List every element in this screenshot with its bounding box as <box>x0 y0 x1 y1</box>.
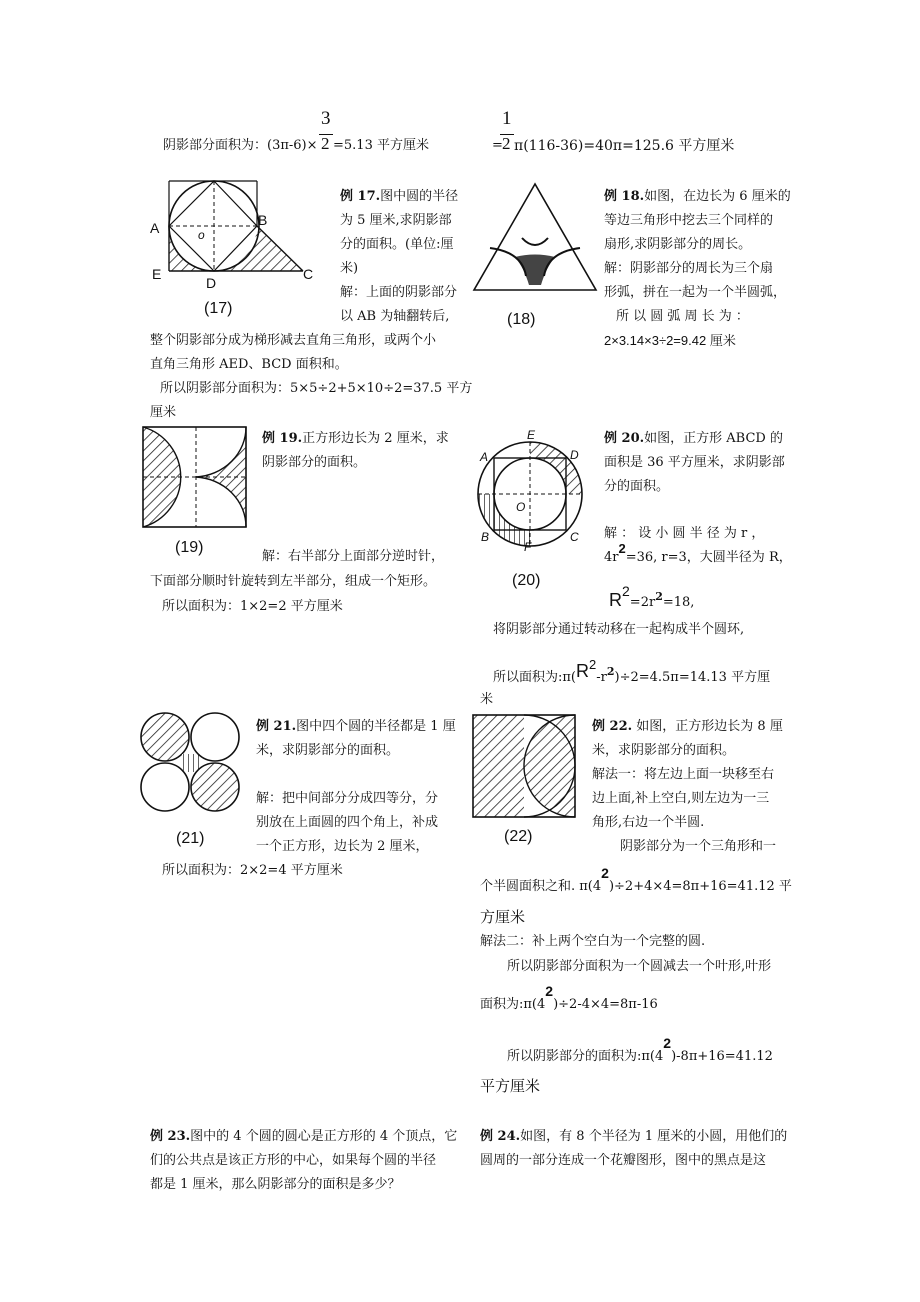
label-O: o <box>198 228 205 242</box>
example-title: 例 17. <box>340 189 381 204</box>
text-line: 整个阴影部分成为梯形减去直角三角形，或两个小 <box>150 333 437 348</box>
label-A: A <box>480 450 489 464</box>
figure-caption: (20) <box>512 572 541 589</box>
text-line: 所以面积为：2×2=4 平方厘米 <box>162 863 343 878</box>
text-line: 厘米 <box>150 405 177 420</box>
example-title: 例 19. <box>262 431 303 446</box>
example-title: 例 21. <box>256 719 297 734</box>
figure-caption: (18) <box>507 311 536 328</box>
label-B: B <box>481 530 490 544</box>
figure-caption: (21) <box>176 830 205 847</box>
formula-line: 4r2=36, r=3，大圆半径为 R， <box>604 541 792 565</box>
figure-caption: (22) <box>504 828 533 845</box>
text-line: 方厘米 <box>480 908 526 926</box>
figure-21 <box>138 710 248 816</box>
example-17-text: 例 17.图中圆的半径 为 5 厘米,求阴影部 分的面积。(单位:厘 米) 解：上面的阴影部分 以 AB 为轴翻转后, <box>340 189 459 324</box>
example-21-text: 例 21.图中四个圆的半径都是 1 厘 米，求阴影部分的面积。 <box>256 719 456 758</box>
figure-18 <box>470 180 600 300</box>
text-line: 解 ： 设 小 圆 半 径 为 r ， <box>604 526 765 541</box>
formula-suffix: =5.13 平方厘米 <box>333 138 429 153</box>
fraction-numerator: 1 <box>502 108 512 129</box>
figure-caption: (19) <box>175 539 204 556</box>
label-D: D <box>206 275 217 291</box>
example-24-text: 例 24.如图，有 8 个半径为 1 厘米的小圆，用他们的 圆周的一部分连成一个花瓣图形，图中的黑点是这 <box>480 1129 788 1168</box>
formula-line: $R2=2r^2=18$, <box>609 583 695 610</box>
example-title: 例 22. <box>592 719 633 734</box>
label-E: E <box>527 428 536 442</box>
text-line: 将阴影部分通过转动移在一起构成半个圆环, <box>493 622 745 637</box>
formula-line: 所以面积为$:\pi(R2-r^2)\div 2=4.5\pi=14.13$ 平方厘 <box>493 657 771 685</box>
label-D: D <box>570 448 579 462</box>
formula-line: 所以阴影部分的面积为:π(42)-8π+16=41.12 <box>507 1035 773 1064</box>
text-line: 阴影部分为一个三角形和一 <box>620 839 777 854</box>
label-E: E <box>152 266 162 282</box>
formula-line: 个半圆面积之和. π(42)÷2+4×4=8π+16=41.12 平 <box>480 865 792 894</box>
label-C: C <box>570 530 579 544</box>
text-line: 所以阴影部分面积为一个圆减去一个叶形,叶形 <box>507 959 772 974</box>
figure-17 <box>145 178 325 293</box>
example-19-text: 例 19.正方形边长为 2 厘米，求 阴影部分的面积。 <box>262 431 449 470</box>
text-line: 解法二：补上两个空白为一个完整的圆. <box>480 934 706 949</box>
fraction-denominator: 2 <box>502 134 511 153</box>
top-right-formula <box>492 108 792 158</box>
example-title: 例 18. <box>604 189 645 204</box>
example-title: 例 24. <box>480 1129 521 1144</box>
fraction-numerator: 3 <box>321 108 331 129</box>
formula-suffix: π(116-36)=40π=125.6 平方厘米 <box>514 138 735 154</box>
label-B: B <box>258 212 268 228</box>
example-23-text: 例 23.图中的 4 个圆的圆心是正方形的 4 个顶点，它 们的公共点是该正方形的中心，如果每个圆的半径 都是 1 厘米，那么阴影部分的面积是多少？ <box>150 1129 458 1192</box>
text-line: 所以阴影部分面积为：5×5÷2+5×10÷2=37.5 平方 <box>160 381 473 396</box>
text-line: 所以面积为：1×2=2 平方厘米 <box>162 599 343 614</box>
formula-prefix: = <box>492 138 503 153</box>
example-22-text: 例 22. 如图，正方形边长为 8 厘 米，求阴影部分的面积。 解法一：将左边上面一块移至右 边上面,补上空白,则左边为一三 角形,右边一个半圆. <box>592 719 783 830</box>
label-F: F <box>524 540 532 554</box>
example-18-text: 例 18.如图，在边长为 6 厘米的 等边三角形中挖去三个同样的 扇形,求阴影部分的周长。 解：阴影部分的周长为三个扇 形弧，拼在一起为一个半圆弧， 所 以 圆 弧 周 长 为 ： 2×3.14×3÷2=9.42 厘米 <box>604 189 791 348</box>
text-line: 平方厘米 <box>480 1077 541 1095</box>
figure-caption: (17) <box>204 300 233 317</box>
text-line: 直角三角形 AED、BCD 面积和。 <box>150 357 348 372</box>
formula-line: 面积为:π(42)÷2-4×4=8π-16 <box>480 983 658 1012</box>
example-21-solution: 解：把中间部分分成四等分，分 别放在上面圆的四个角上，补成 一个正方形，边长为 2 厘米， <box>256 791 439 854</box>
fraction-denominator: 2 <box>321 134 330 153</box>
label-A: A <box>150 220 160 236</box>
top-left-formula <box>163 108 463 158</box>
figure-22 <box>470 712 580 820</box>
text-line: 米 <box>480 692 494 707</box>
label-O: O <box>516 500 526 514</box>
example-title: 例 20. <box>604 431 645 446</box>
formula-prefix: 阴影部分面积为：(3π-6)× <box>163 138 318 153</box>
example-20-text: 例 20.如图，正方形 ABCD 的 面积是 36 平方厘米，求阴影部 分的面积。 <box>604 431 785 494</box>
example-title: 例 23. <box>150 1129 191 1144</box>
text-line: 下面部分顺时针旋转到左半部分，组成一个矩形。 <box>150 574 437 589</box>
text-line: 解：右半部分上面部分逆时针， <box>262 549 445 564</box>
figure-19 <box>140 424 252 530</box>
label-C: C <box>303 266 314 282</box>
